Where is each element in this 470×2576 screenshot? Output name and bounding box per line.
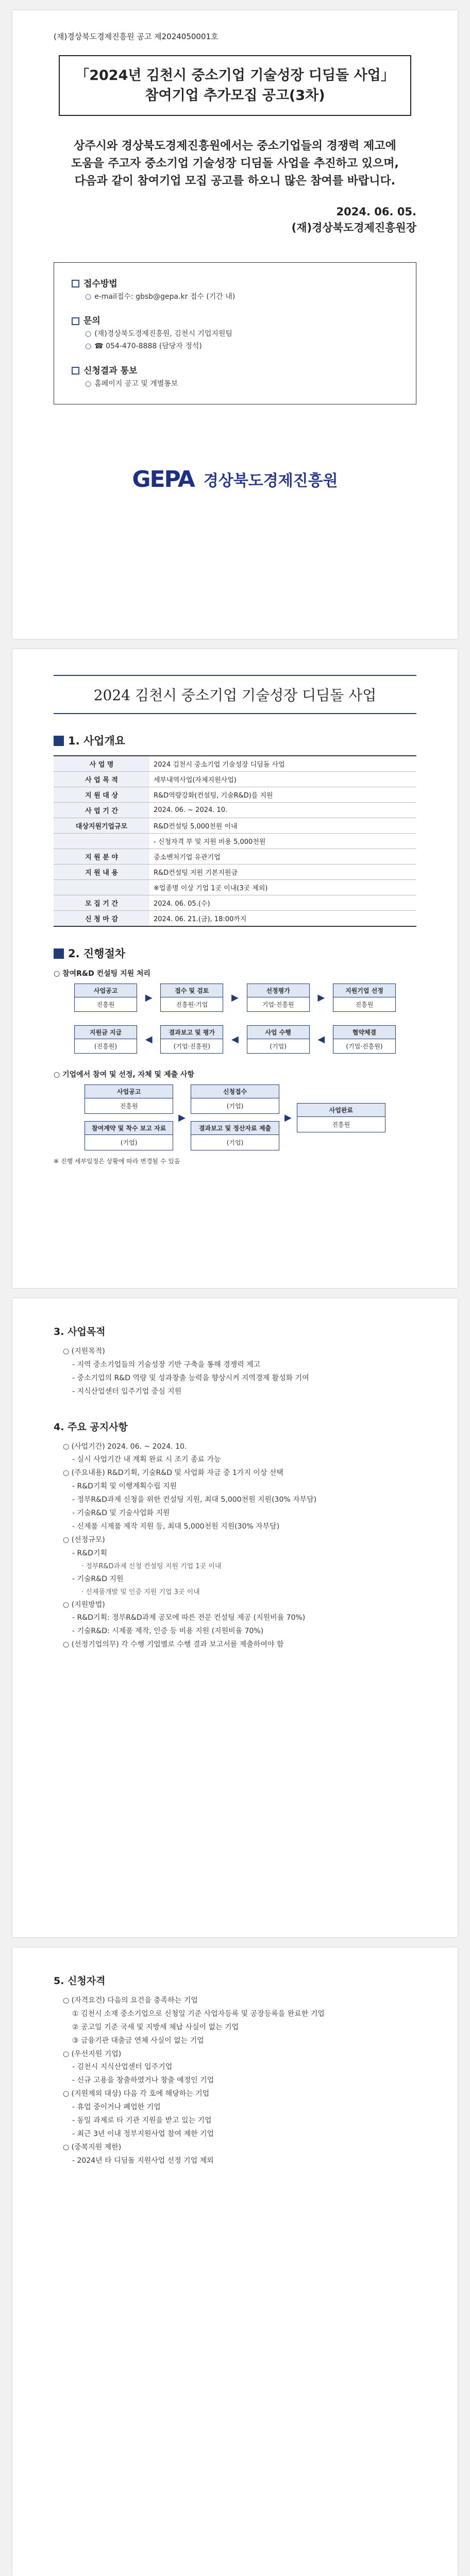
overview-page (12, 649, 458, 1288)
flow-step: 결과보고 및 정산자료 제출 (기업) (191, 1121, 279, 1150)
contact-summary-box (54, 262, 416, 404)
flow-step: 신청접수 (기업) (191, 1084, 279, 1114)
section-title: 2. 진행절차 (54, 945, 416, 961)
body-line: - 지역 중소기업들의 기술성장 기반 구축을 통해 경쟁력 제고 (72, 1360, 261, 1369)
body-line: - 기술R&D 지원 (72, 1574, 124, 1583)
body-line: - 2024년 타 디딤돌 지원사업 선정 기업 제외 (72, 2156, 214, 2165)
gepa-logo-mark (132, 466, 194, 493)
body-line: ○ (자격요건) 다음의 요건을 충족하는 기업 (63, 1996, 198, 2005)
body-line: - 최근 3년 이내 정부지원사업 참여 제한 기업 (72, 2129, 214, 2138)
flow-step: 지원기업 선정 진흥원 (333, 984, 396, 1012)
inquiry-org: (재)경상북도경제진흥원, 김천시 기업지원팀 (94, 330, 232, 338)
body-line: ○ (지원방법) (63, 1600, 105, 1609)
purpose-page (12, 1298, 458, 1937)
section-marker-icon (54, 736, 64, 746)
process-flow (74, 984, 396, 1054)
body-line: - R&D기획: 정부R&D과제 공모에 따른 전문 컨설팅 제공 (지원비율 70%) (72, 1614, 306, 1622)
square-bullet-icon (72, 367, 79, 375)
square-bullet-icon (72, 317, 79, 325)
section-heading: 문의 (83, 316, 100, 327)
body-line: ○ (사업기간) 2024. 06. ~ 2024. 10. (63, 1442, 187, 1451)
announcement-signature (54, 204, 416, 236)
circle-bullet-icon: ○ (85, 330, 92, 338)
announcement-title (59, 55, 411, 116)
body-line: ○ (주요내용) R&D기획, 기술R&D 및 사업화 자금 중 1가지 이상 선택 (63, 1469, 283, 1478)
flow-subheading: ○ 참여R&D 컨설팅 지원 처리 (54, 970, 151, 978)
eligibility-page (12, 1947, 458, 2576)
body-line: ○ (지원제외 대상) 다음 각 호에 해당하는 기업 (63, 2090, 210, 2098)
table-row: 사 업 목 적 세부내역사업(자체지원사업) (54, 772, 416, 787)
page-body (54, 1324, 416, 1652)
body-line: - 동일 과제로 타 기관 지원을 받고 있는 기업 (72, 2116, 212, 2125)
flow-step: 협약체결 (기업·진흥원) (333, 1025, 396, 1054)
intro-line: 상주시와 경상북도경제진흥원에서는 중소기업들의 경쟁력 제고에 (74, 140, 396, 153)
table-row: 지 원 내 용 R&D컨설팅 지원 기본지원금 (54, 865, 416, 880)
body-line: - 신규 고용을 창출하였거나 창출 예정인 기업 (72, 2076, 214, 2085)
flow-note: ※ 진행 세부일정은 상황에 따라 변경될 수 있음 (54, 1158, 180, 1165)
section-title: 1. 사업개요 (54, 733, 416, 748)
inquiry-section (72, 313, 398, 353)
body-line: - 신제품 시제품 제작 지원 등, 최대 5,000천원 지원(30% 자부담) (72, 1522, 280, 1531)
flow-step: 사업공고 진흥원 (85, 1084, 173, 1114)
body-line: ○ (선정규모) (63, 1535, 105, 1544)
intro-line: 도움을 주고자 중소기업 기술성장 디딤돌 사업을 추진하고 있으며, (71, 157, 399, 171)
title-line-2: 참여기업 추가모집 공고(3차) (145, 88, 325, 104)
body-line: ○ (우선지원 기업) (63, 2049, 122, 2058)
section-heading: 접수방법 (83, 278, 118, 289)
flow-step: 결과보고 및 평가 (기업·진흥원) (160, 1025, 223, 1054)
circle-bullet-icon: ○ (85, 342, 92, 351)
body-line: · 신제품개발 및 인증 지원 기업 3곳 이내 (81, 1588, 200, 1596)
table-row: 지 원 대 상 R&D역량강화(컨설팅, 기술R&D)를 지원 (54, 787, 416, 803)
submission-section (72, 276, 398, 303)
table-row: ※업종명 이상 기업 1곳 이내(3곳 제외) (54, 880, 416, 895)
arrow-left-icon: ◀ (231, 1034, 239, 1045)
body-line: - R&D기획 (72, 1549, 107, 1557)
arrow-right-icon: ▶ (231, 992, 239, 1003)
document-number: (재)경상북도경제진흥원 공고 제2024050001호 (54, 32, 219, 41)
announcement-date: 2024. 06. 05. (336, 205, 416, 218)
table-row: 모 집 기 간 2024. 06. 05.(수) (54, 895, 416, 911)
section-heading: 신청결과 통보 (83, 365, 138, 376)
result-section (72, 363, 398, 391)
body-line: - 중소기업의 R&D 역량 및 성과창출 능력을 향상시켜 지역경제 활성화 기여 (72, 1374, 309, 1382)
flow-row (74, 1025, 396, 1054)
body-line: ○ (지원목적) (63, 1347, 105, 1355)
body-line: - 휴업 중이거나 폐업한 기업 (72, 2103, 161, 2112)
flow-step: 접수 및 검토 진흥원·기업 (160, 984, 223, 1012)
overview-table (54, 755, 416, 927)
intro-line: 다음과 같이 참여기업 모집 공고를 하오니 많은 참여를 바랍니다. (74, 175, 396, 188)
table-row: 사 업 기 간 2024. 06. ~ 2024. 10. (54, 803, 416, 818)
body-line: ② 공고일 기준 국세 및 지방세 체납 사실이 없는 기업 (72, 2023, 239, 2031)
section-marker-icon (54, 948, 64, 959)
body-line: ③ 금융기관 대출금 연체 사실이 없는 기업 (72, 2036, 204, 2045)
table-row: 대상지원기업규모 R&D컨설팅 5,000천원 이내 (54, 818, 416, 834)
flow-step: 사업공고 진흥원 (74, 984, 137, 1012)
publisher: (재)경상북도경제진흥원장 (291, 222, 416, 234)
flow-row (74, 984, 396, 1012)
arrow-left-icon: ◀ (145, 1034, 153, 1045)
table-row: - 신청자격 부 및 지원 비용 5,000천원 (54, 834, 416, 849)
arrow-left-icon: ◀ (317, 1034, 325, 1045)
body-line: - 실시 사업기간 내 계획 완료 시 조기 종료 가능 (72, 1455, 221, 1464)
gepa-logo (54, 466, 416, 493)
body-line: - 김천시 지식산업센터 입주기업 (72, 2063, 173, 2072)
body-line: · 정부R&D과제 신청 컨설팅 지원 기업 1곳 이내 (81, 1562, 222, 1570)
body-line: ① 김천시 소재 중소기업으로 신청일 기준 사업자등록 및 공장등록을 완료한 기업 (72, 2009, 325, 2018)
flow-step: 선정평가 기업·진흥원 (247, 984, 310, 1012)
table-row: 사 업 명 2024 김천시 중소기업 기술성장 디딤돌 사업 (54, 756, 416, 772)
body-line: - 기술R&D: 시제품 제작, 인증 등 비용 지원 (지원비율 70%) (72, 1627, 264, 1636)
body-line: - 정부R&D과제 신청을 위한 컨설팅 지원, 최대 5,000천원 지원(30% 자부담) (72, 1496, 317, 1504)
arrow-right-icon: ▶ (178, 1112, 186, 1123)
logo-org-name: 경상북도경제진흥원 (203, 472, 338, 490)
table-row: 지 원 분 야 중소벤처기업 유관기업 (54, 849, 416, 865)
arrow-right-icon: ▶ (317, 992, 325, 1003)
logo-text: GEPA (132, 466, 194, 493)
section-title: 3. 사업목적 (54, 1326, 106, 1337)
body-line: ○ (중복지원 제한) (63, 2143, 122, 2151)
arrow-right-icon: ▶ (284, 1112, 292, 1123)
section-title: 4. 주요 공지사항 (54, 1421, 128, 1433)
circle-bullet-icon: ○ (85, 379, 92, 388)
section-title: 5. 신청자격 (54, 1975, 106, 1987)
company-flow (54, 1084, 416, 1150)
body-line: ○ (선정기업의무) 각 수행 기업별로 수행 결과 보고서를 제출하여야 함 (63, 1640, 284, 1649)
circle-bullet-icon: ○ (85, 292, 92, 301)
body-line: - 지식산업센터 입주기업 중심 지원 (72, 1387, 182, 1396)
table-row: 신 청 마 감 2024. 06. 21.(금), 18:00까지 (54, 911, 416, 927)
body-line: - R&D기획 및 이행계획수립 지원 (72, 1482, 177, 1491)
title-line-1: 「2024년 김천시 중소기업 기술성장 디딤돌 사업」 (75, 67, 395, 83)
intro-paragraph (54, 138, 416, 190)
body-line: - 기술R&D 및 기술사업화 지원 (72, 1509, 170, 1518)
page-body (54, 1973, 416, 2168)
flow-step: 지원금 지급 (진흥원) (74, 1025, 137, 1054)
cover-page (12, 10, 458, 639)
flow-step: 사업 수행 (기업) (247, 1025, 310, 1054)
submission-detail: e-mail접수: gbsb@gepa.kr 접수 (기간 내) (94, 292, 236, 301)
flow-step: 사업완료 진흥원 (297, 1103, 385, 1132)
document-title: 2024 김천시 중소기업 기술성장 디딤돌 사업 (54, 675, 416, 714)
flow-step: 참여계약 및 착수 보고 자료 (기업) (85, 1121, 173, 1150)
inquiry-phone: ☎ 054-470-8888 (담당자 정석) (94, 342, 202, 351)
square-bullet-icon (72, 280, 79, 287)
flow-subheading: ○ 기업에서 참여 및 선정, 자체 및 제출 사항 (54, 1071, 194, 1079)
result-detail: 홈페이지 공고 및 개별통보 (94, 379, 178, 388)
arrow-right-icon: ▶ (145, 992, 153, 1003)
